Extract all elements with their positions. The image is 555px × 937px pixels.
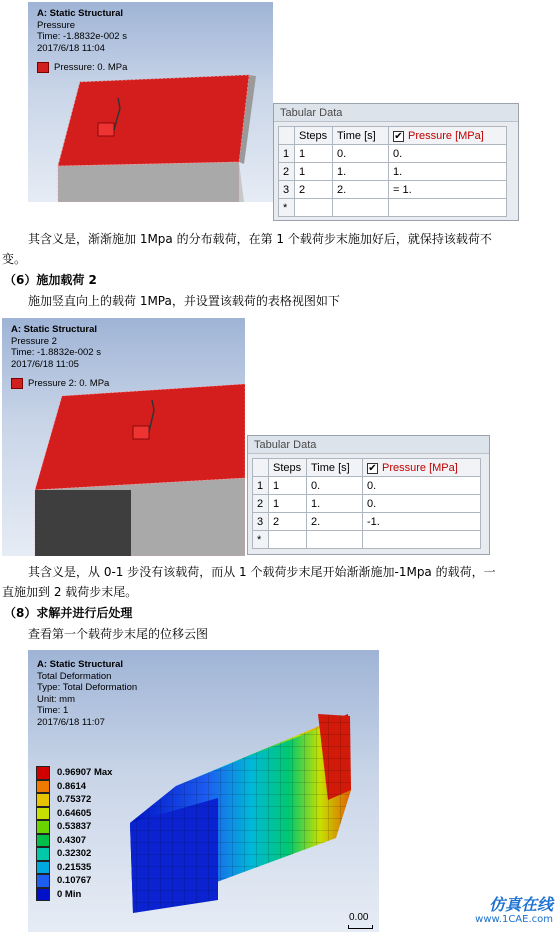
section-8-body: 查看第一个载荷步末尾的位移云图 [28, 627, 209, 641]
paragraph-2-line-1: 其含义是，从 0-1 步没有该载荷，而从 1 个载荷步末尾开始渐渐施加-1Mpa 的载荷，一 [28, 565, 496, 579]
time-label: Time: 1 [37, 705, 69, 716]
table-new-row[interactable] [253, 531, 481, 549]
table-row[interactable] [279, 145, 507, 163]
contour-label: 0.10767 [57, 875, 92, 887]
corner-cell [279, 127, 295, 145]
tabular-title: Tabular Data [248, 436, 489, 454]
cell-steps[interactable]: 1 [269, 477, 307, 495]
object-name: Pressure 2 [11, 335, 57, 347]
corner-cell [253, 459, 269, 477]
type-label: Type: Total Deformation [37, 682, 138, 693]
beam-model-1 [28, 2, 273, 202]
col-time[interactable]: Time [s] [333, 127, 389, 145]
cell-empty[interactable] [333, 199, 389, 217]
legend-label: Pressure: 0. MPa [54, 62, 128, 73]
contour-label: 0 Min [57, 888, 82, 900]
section-title: 施加载荷 2 [36, 273, 97, 287]
contour-label: 0.75372 [57, 794, 92, 806]
cell-empty[interactable] [295, 199, 333, 217]
paragraph-2-line-2: 直施加到 2 载荷步末尾。 [2, 585, 138, 599]
cell-pressure[interactable]: -1. [363, 513, 481, 531]
paragraph-1-line-2: 变。 [2, 252, 27, 266]
contour-label: 0.4307 [57, 834, 87, 846]
cell-empty[interactable] [307, 531, 363, 549]
load-marker [98, 123, 114, 136]
pressure-viewport-2 [2, 318, 245, 556]
col-pressure-label: Pressure [MPa] [408, 129, 484, 142]
object-name: Total Deformation [37, 670, 112, 682]
watermark-brand: 仿真在线 [488, 895, 553, 914]
tabular-table [252, 458, 481, 549]
table-new-row[interactable] [279, 199, 507, 217]
tabular-data-1 [273, 103, 519, 221]
contour-label: 0.96907 Max [57, 767, 113, 779]
row-number: 3 [279, 181, 295, 199]
deformation-viewport [28, 650, 379, 932]
row-number: 2 [279, 163, 295, 181]
legend-label: Pressure 2: 0. MPa [28, 378, 110, 389]
tabular-title: Tabular Data [274, 104, 518, 122]
cell-time[interactable]: 0. [307, 477, 363, 495]
table-row[interactable] [279, 163, 507, 181]
section-number: （8） [4, 606, 37, 620]
date-label: 2017/6/18 11:04 [37, 42, 105, 54]
scale-bar [348, 925, 373, 929]
cell-time[interactable]: 2. [307, 513, 363, 531]
col-steps[interactable]: Steps [295, 127, 333, 145]
section-6-body: 施加竖直向上的载荷 1MPa，并设置该载荷的表格视图如下 [28, 294, 340, 308]
section-number: （6） [4, 273, 37, 287]
section-6-heading [4, 272, 97, 288]
analysis-title: A: Static Structural [11, 324, 98, 335]
row-number: 2 [253, 495, 269, 513]
date-label: 2017/6/18 11:05 [11, 358, 79, 370]
object-name: Pressure [37, 19, 76, 31]
cell-pressure[interactable]: 0. [363, 477, 481, 495]
paragraph-1-line-1: 其含义是，渐渐施加 1Mpa 的分布载荷，在第 1 个载荷步末施加好后，就保持该载荷不 [28, 232, 492, 246]
table-row[interactable] [253, 477, 481, 495]
cell-time[interactable]: 1. [307, 495, 363, 513]
cell-empty[interactable] [363, 531, 481, 549]
unit-label: Unit: mm [37, 693, 75, 705]
pressure-viewport-1 [28, 2, 273, 202]
contour-label: 0.32302 [57, 848, 92, 860]
contour-label: 0.8614 [57, 780, 87, 792]
scale-label: 0.00 [349, 912, 369, 923]
cell-empty[interactable] [389, 199, 507, 217]
table-row[interactable] [253, 495, 481, 513]
beam-model-2 [2, 318, 245, 556]
analysis-title: A: Static Structural [37, 659, 124, 670]
time-label: Time: -1.8832e-002 s [11, 347, 101, 358]
date-label: 2017/6/18 11:07 [37, 716, 105, 728]
watermark [428, 896, 553, 925]
cell-steps[interactable]: 1 [269, 495, 307, 513]
watermark-site: www.1CAE.com [475, 914, 553, 925]
analysis-title: A: Static Structural [37, 8, 124, 19]
tabular-data-2 [247, 435, 490, 555]
table-row[interactable] [253, 513, 481, 531]
contour-label: 0.64605 [57, 807, 92, 819]
cell-time[interactable]: 2. [333, 181, 389, 199]
row-number: 1 [279, 145, 295, 163]
row-number: 3 [253, 513, 269, 531]
new-row-marker: * [253, 531, 269, 549]
load-marker [133, 426, 149, 439]
section-8-heading [4, 605, 132, 621]
cell-pressure[interactable]: 1. [389, 163, 507, 181]
checkbox-icon[interactable]: ✔ [368, 462, 377, 474]
new-row-marker: * [279, 199, 295, 217]
table-header [253, 459, 481, 477]
row-number: 1 [253, 477, 269, 495]
contour-label: 0.21535 [57, 861, 92, 873]
cell-steps[interactable]: 1 [295, 145, 333, 163]
col-time[interactable]: Time [s] [307, 459, 363, 477]
checkbox-icon[interactable]: ✔ [394, 130, 403, 142]
cell-time[interactable]: 0. [333, 145, 389, 163]
contour-label: 0.53837 [57, 821, 92, 833]
cell-steps[interactable]: 2 [269, 513, 307, 531]
cell-empty[interactable] [269, 531, 307, 549]
table-row[interactable] [279, 181, 507, 199]
cell-steps[interactable]: 1 [295, 163, 333, 181]
cell-steps[interactable]: 2 [295, 181, 333, 199]
cell-pressure[interactable]: 0. [389, 145, 507, 163]
col-steps[interactable]: Steps [269, 459, 307, 477]
col-pressure[interactable] [363, 459, 481, 477]
section-title: 求解并进行后处理 [36, 606, 133, 620]
tabular-table [278, 126, 507, 217]
cell-pressure[interactable]: = 1. [389, 181, 507, 199]
time-label: Time: -1.8832e-002 s [37, 31, 127, 42]
cell-pressure[interactable]: 0. [363, 495, 481, 513]
cell-time[interactable]: 1. [333, 163, 389, 181]
deformed-beam-model [28, 650, 379, 932]
table-header [279, 127, 507, 145]
col-pressure-label: Pressure [MPa] [382, 461, 458, 474]
col-pressure[interactable] [389, 127, 507, 145]
